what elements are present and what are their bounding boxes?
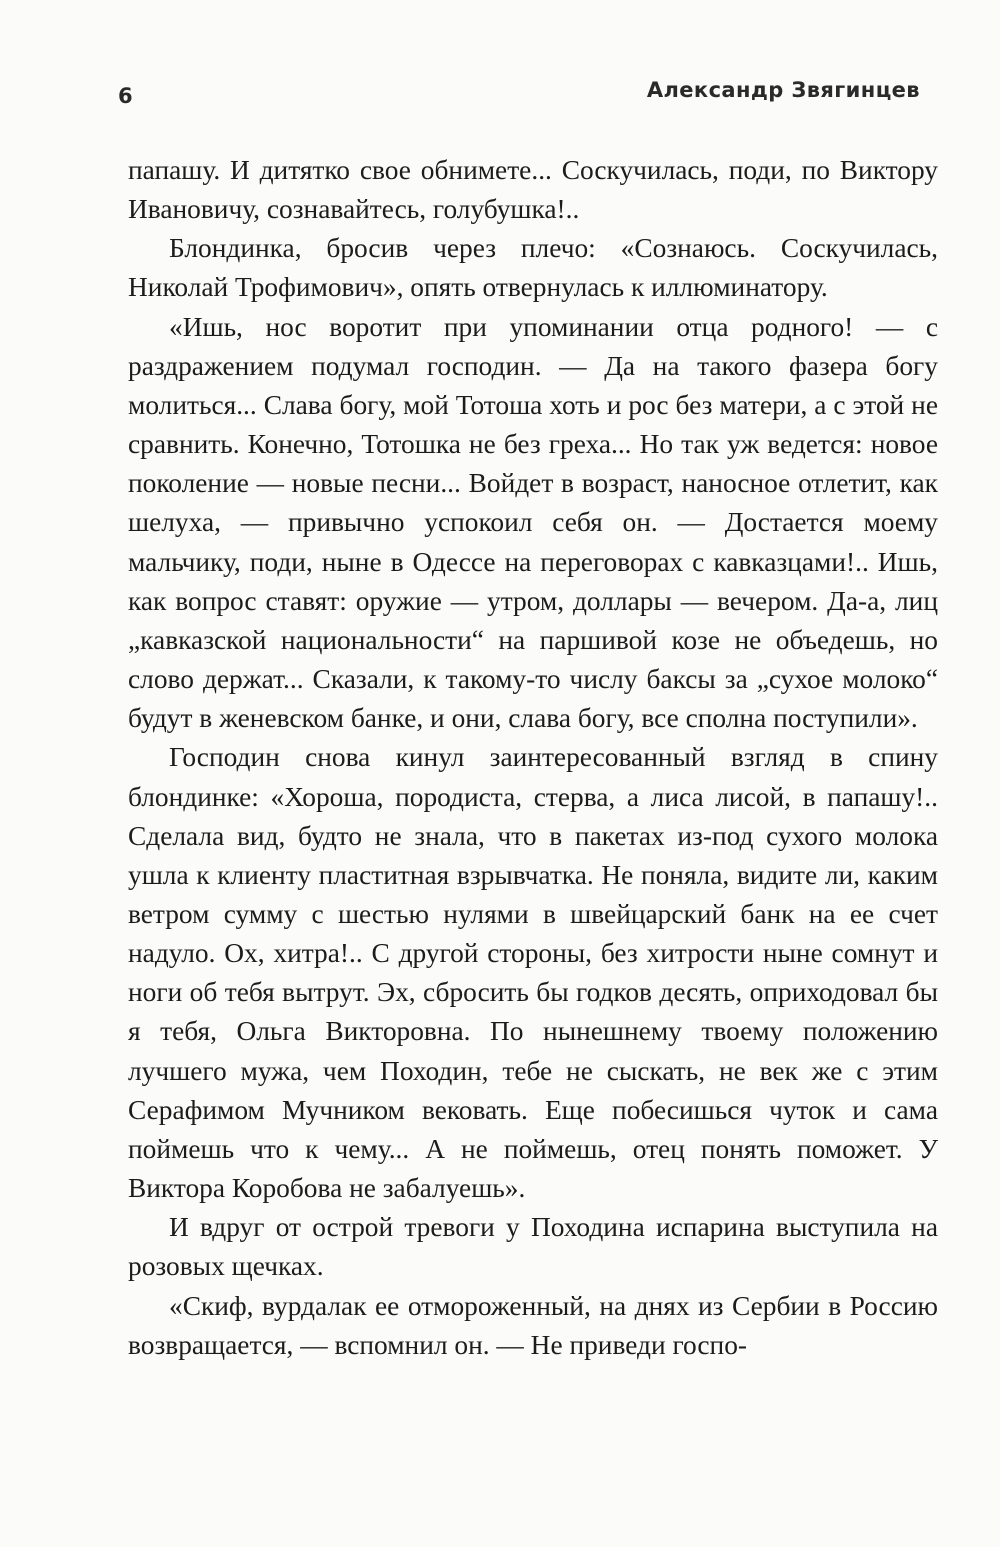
page-header xyxy=(118,74,920,114)
paragraph-5: И вдруг от острой тревоги у Походина испарина выступила на розовых щечках. xyxy=(128,1212,938,1282)
paragraph-6: «Скиф, вурдалак ее отмороженный, на днях из Сербии в Россию возвращается, — вспомнил он. — Не приведи госпо- xyxy=(128,1290,938,1360)
paragraph-4: Господин снова кинул заинтересованный взгляд в спину блондинке: «Хороша, породиста, стерва, а лиса лисой, в папашу!.. Сделала вид, будто не знала, что в пакетах из-под сухого молока ушла к клиенту пластитная взрывчатка. Не поняла, видите ли, каким ветром сумму с шестью нулями в швейцарский банк на ее счет надуло. Ох, хитра!.. С другой стороны, без хитрости ныне сомнут и ноги об тебя вытрут. Эх, сбросить бы годков десять, оприходовал бы я тебя, Ольга Викторовна. По нынешнему твоему положению лучшего мужа, чем Походин, тебе не сыскать, не век же с этим Серафимом Мучником вековать. Еще побесишься чуток и сама поймешь что к чему... А не поймешь, отец понять поможет. У Виктора Коробова не забалуешь». xyxy=(128,742,938,1204)
page-number: 6 xyxy=(118,84,134,108)
paragraph-2: Блондинка, бросив через плечо: «Сознаюсь. Соскучилась, Николай Трофимович», опять отвернулась к иллюминатору. xyxy=(128,233,938,303)
paragraph-1: папашу. И дитятко свое обнимете... Соскучилась, поди, по Виктору Ивановичу, сознавайтесь, голубушка!.. xyxy=(128,155,938,225)
body-text xyxy=(128,151,938,1365)
paragraph-3: «Ишь, нос воротит при упоминании отца родного! — с раздражением подумал господин. — Да на такого фазера богу молиться... Слава богу, мой Тотоша хоть и рос без матери, а с этой не сравнить. Конечно, Тотошка не без греха... Но так уж ведется: новое поколение — новые песни... Войдет в возраст, наносное отлетит, как шелуха, — привычно успокоил себя он. — Достается моему мальчику, поди, ныне в Одессе на переговорах с кавказцами!.. Ишь, как вопрос ставят: оружие — утром, доллары — вечером. Да-а, лиц „кавказской национальности“ на паршивой козе не объедешь, но слово держат... Сказали, к такому-то числу баксы за „сухое молоко“ будут в женевском банке, и они, слава богу, все сполна поступили». xyxy=(128,311,938,734)
running-title: Александр Звягинцев xyxy=(646,78,920,102)
